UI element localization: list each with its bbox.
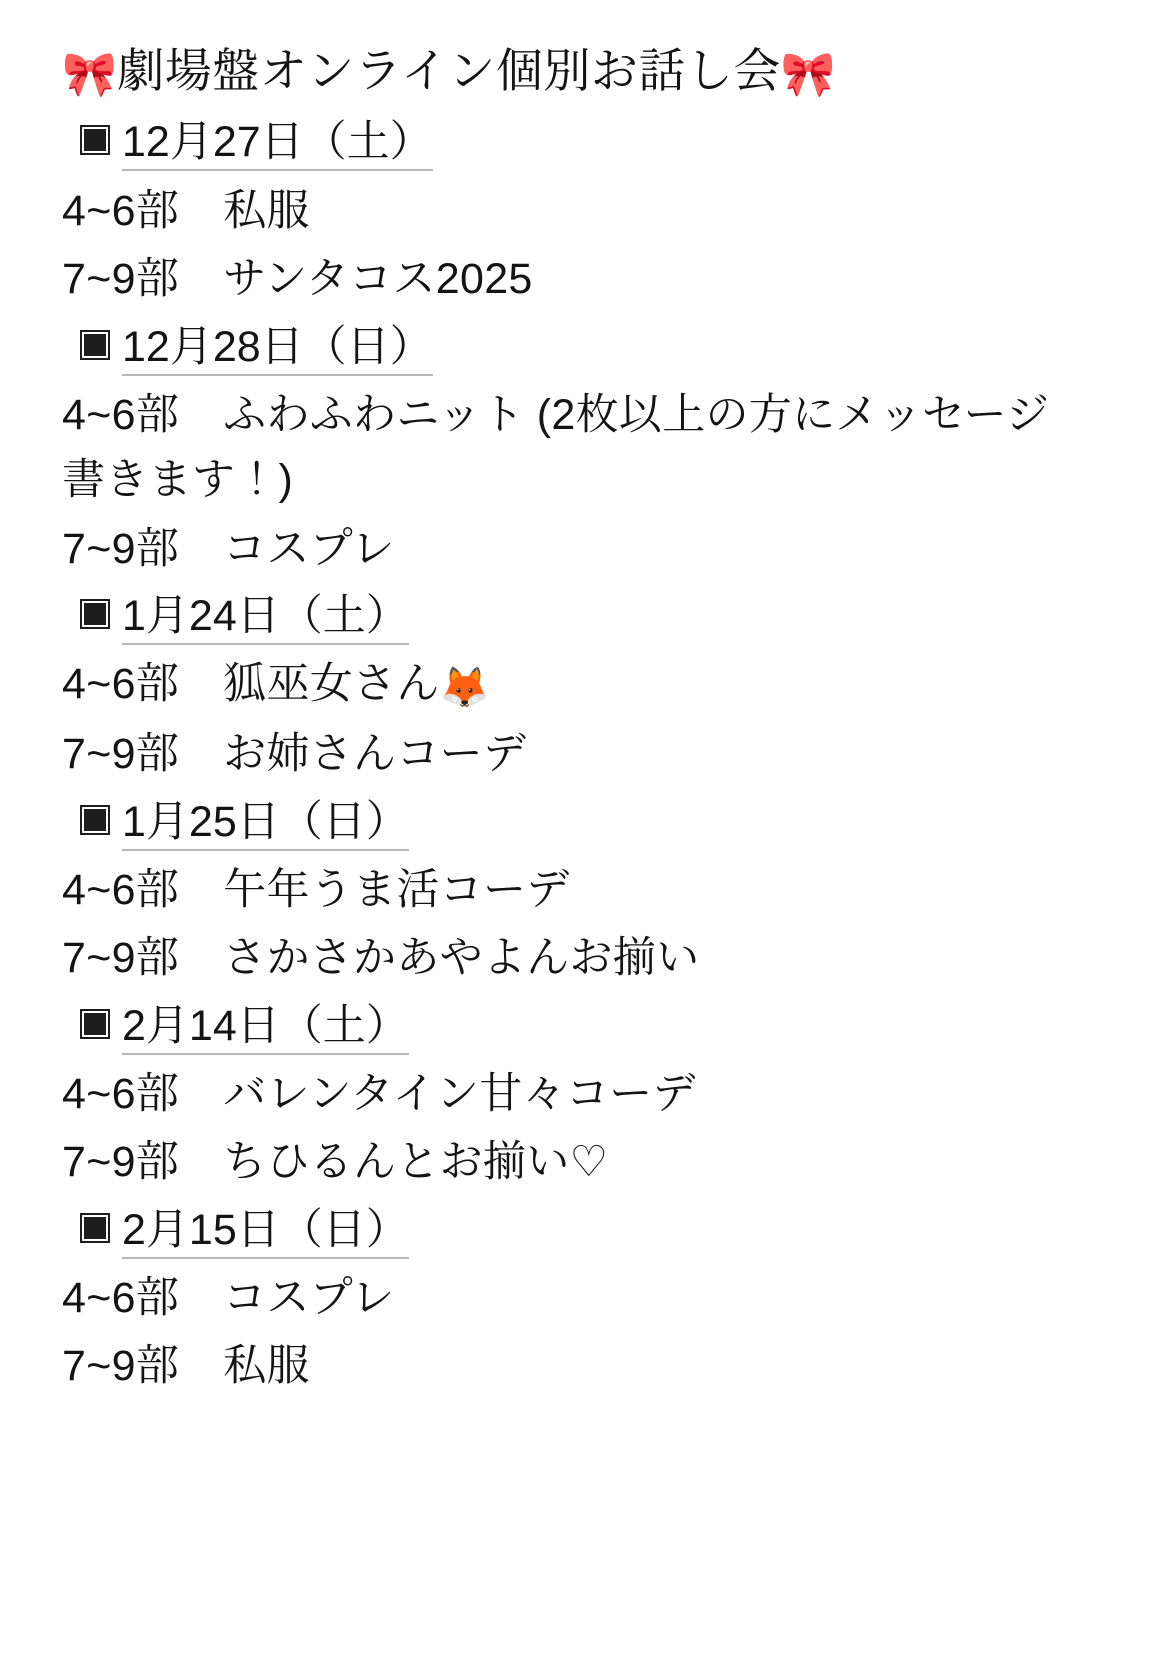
slot-label: 4~6部 [62,390,180,439]
schedule-slot [62,722,1110,787]
section-date-text: 12月27日（土） [122,118,433,171]
schedule-slot [62,652,1110,719]
square-bullet-icon [80,125,110,155]
section-date-text: 12月28日（日） [122,323,433,376]
section-date [62,584,1110,649]
slot-value: コスプレ [223,1274,395,1323]
slot-label: 4~6部 [62,660,180,709]
slot-label: 7~9部 [62,1138,180,1187]
slot-label: 7~9部 [62,255,180,304]
schedule-slot [62,858,1110,923]
square-bullet-icon [80,805,110,835]
schedule-slot [62,1062,1110,1127]
slot-value: バレンタイン甘々コーデ [223,1069,696,1118]
slot-value: 午年うま活コーデ [223,865,570,914]
slot-label: 7~9部 [62,1342,180,1391]
ribbon-icon-right: 🎀 [780,50,837,99]
slot-label: 7~9部 [62,934,180,983]
schedule-slot [62,926,1110,991]
section-date [62,110,1110,175]
section-date [62,315,1110,380]
slot-label: 7~9部 [62,730,180,779]
slot-value: サンタコス2025 [223,255,533,304]
schedule-slot [62,383,1062,514]
schedule-slot [62,179,1110,244]
section-date-text: 1月25日（日） [122,798,409,851]
page-title-text: 劇場盤オンライン個別お話し会 [117,44,781,97]
slot-value: さかさかあやよんお揃い [223,934,700,983]
slot-value: 狐巫女さん [223,660,440,709]
slot-value: お姉さんコーデ [223,730,527,779]
section-date [62,790,1110,855]
schedule-slot [62,1130,1110,1195]
slot-value: 私服 [223,186,310,235]
section-date [62,1198,1110,1263]
schedule-slot [62,1334,1110,1399]
schedule-slot [62,247,1110,312]
square-bullet-icon [80,599,110,629]
ribbon-icon-left: 🎀 [62,50,118,99]
schedule-slot [62,1266,1110,1331]
section-date-text: 2月15日（日） [122,1206,409,1259]
square-bullet-icon [80,1009,110,1039]
slot-value: コスプレ [223,524,395,573]
slot-label: 7~9部 [62,524,180,573]
slot-value: 私服 [223,1342,310,1391]
schedule-slot [62,517,1110,582]
slot-label: 4~6部 [62,1274,180,1323]
slot-label: 4~6部 [62,186,180,235]
section-date-text: 1月24日（土） [122,592,409,645]
square-bullet-icon [80,1213,110,1243]
slot-value: ちひるんとお揃い♡ [223,1138,609,1187]
page-title [62,38,1110,106]
slot-label: 4~6部 [62,1069,180,1118]
section-date-text: 2月14日（土） [122,1002,409,1055]
slot-value: ふわふわニット (2枚以上の方にメッセージ書きます！) [62,390,1050,505]
square-bullet-icon [80,330,110,360]
fox-face-icon: 🦊 [439,666,490,711]
slot-label: 4~6部 [62,865,180,914]
section-date [62,994,1110,1059]
